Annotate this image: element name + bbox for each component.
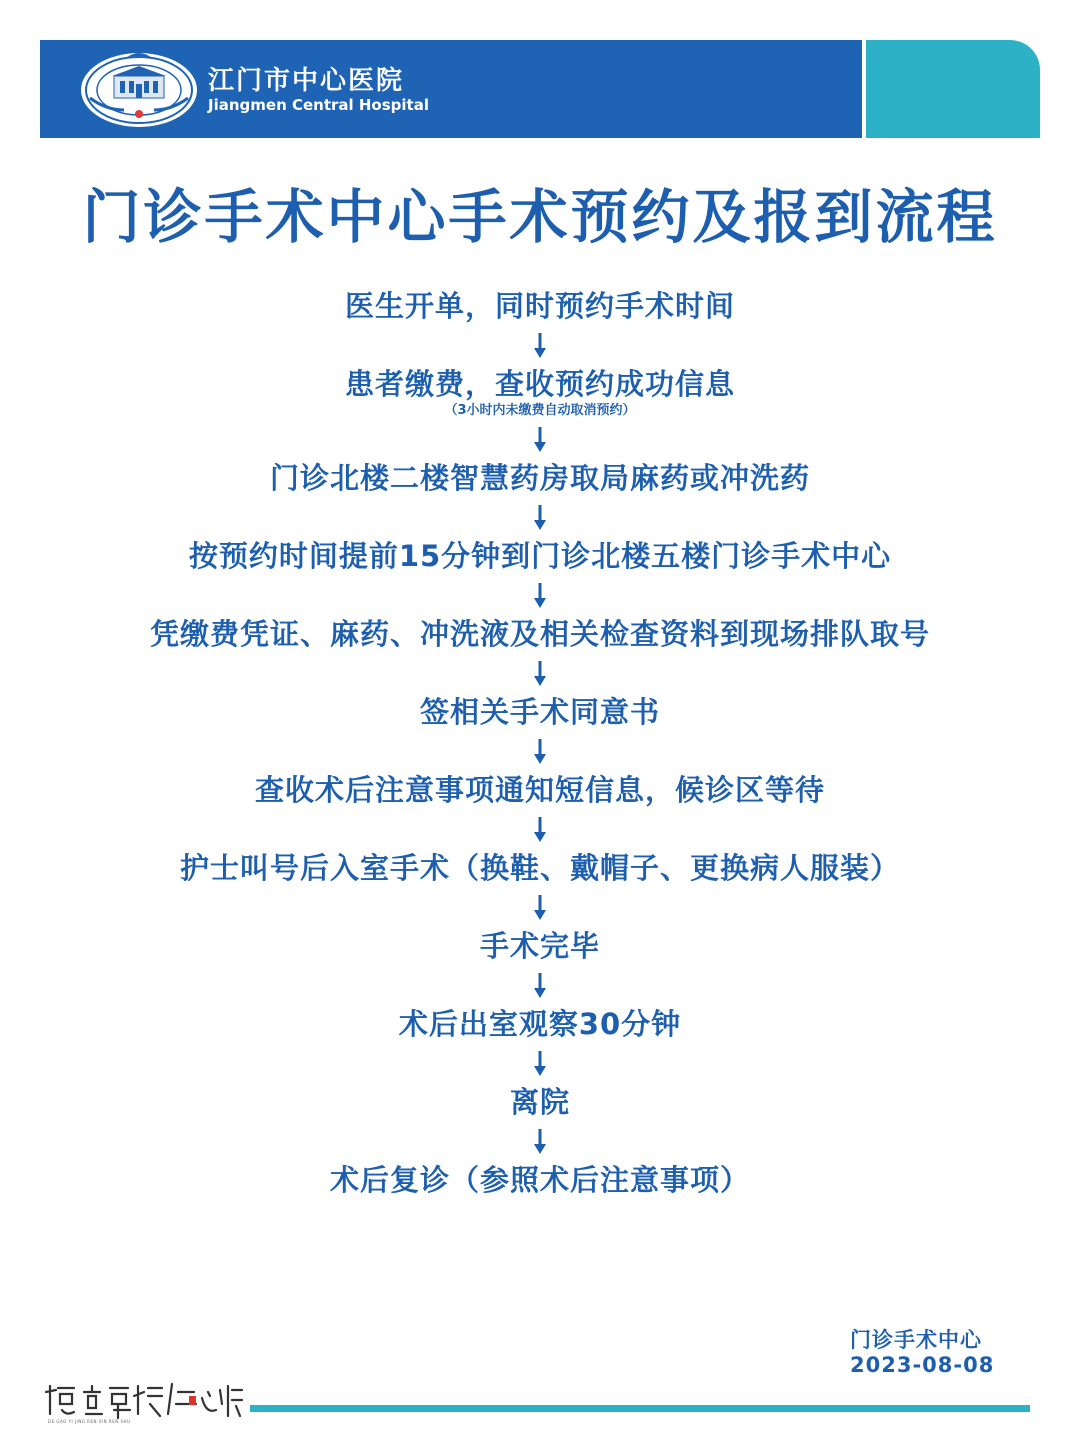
flow-step: 手术完毕 xyxy=(479,929,600,963)
arrow-down-icon xyxy=(532,1127,548,1155)
flow-step: 患者缴费，查收预约成功信息 xyxy=(344,367,735,401)
calligraphy-motto-icon xyxy=(44,1374,244,1424)
flow-step: 按预约时间提前15分钟到门诊北楼五楼门诊手术中心 xyxy=(188,539,892,573)
bottom-accent-bar xyxy=(250,1405,1030,1412)
arrow-down-icon xyxy=(532,581,548,609)
arrow-down-icon xyxy=(532,893,548,921)
flow-step: 门诊北楼二楼智慧药房取局麻药或冲洗药 xyxy=(269,461,810,495)
footer-date: 2023-08-08 xyxy=(850,1353,995,1377)
arrow-down-icon xyxy=(532,1049,548,1077)
arrow-down-icon xyxy=(532,331,548,359)
flow-step: 签相关手术同意书 xyxy=(419,695,660,729)
arrow-down-icon xyxy=(532,737,548,765)
flow-step-note: （3小时内未缴费自动取消预约） xyxy=(444,403,636,418)
flow-step: 医生开单，同时预约手术时间 xyxy=(344,289,735,323)
hospital-name-en: Jiangmen Central Hospital xyxy=(208,96,429,114)
hospital-name-cn: 江门市中心医院 xyxy=(208,66,405,96)
header-teal-panel xyxy=(866,40,1040,138)
footer-department: 门诊手术中心 xyxy=(850,1328,982,1352)
hospital-seal-logo-icon xyxy=(76,48,202,130)
page-title: 门诊手术中心手术预约及报到流程 xyxy=(82,183,998,251)
flow-step: 术后出室观察30分钟 xyxy=(398,1007,682,1041)
process-flow xyxy=(0,287,1080,1199)
arrow-down-icon xyxy=(532,659,548,687)
header-banner xyxy=(40,40,1040,138)
arrow-down-icon xyxy=(532,971,548,999)
flow-step: 查收术后注意事项通知短信息，候诊区等待 xyxy=(254,773,825,807)
flow-step: 护士叫号后入室手术（换鞋、戴帽子、更换病人服装） xyxy=(179,851,900,885)
arrow-down-icon xyxy=(532,815,548,843)
flow-step: 术后复诊（参照术后注意事项） xyxy=(329,1163,750,1197)
flow-step: 离院 xyxy=(509,1085,570,1119)
arrow-down-icon xyxy=(532,425,548,453)
flow-step: 凭缴费凭证、麻药、冲洗液及相关检查资料到现场排队取号 xyxy=(149,617,930,651)
svg-text:DE GAO YI JING REN XIN REN SHU: DE GAO YI JING REN XIN REN SHU xyxy=(48,1419,131,1424)
arrow-down-icon xyxy=(532,503,548,531)
